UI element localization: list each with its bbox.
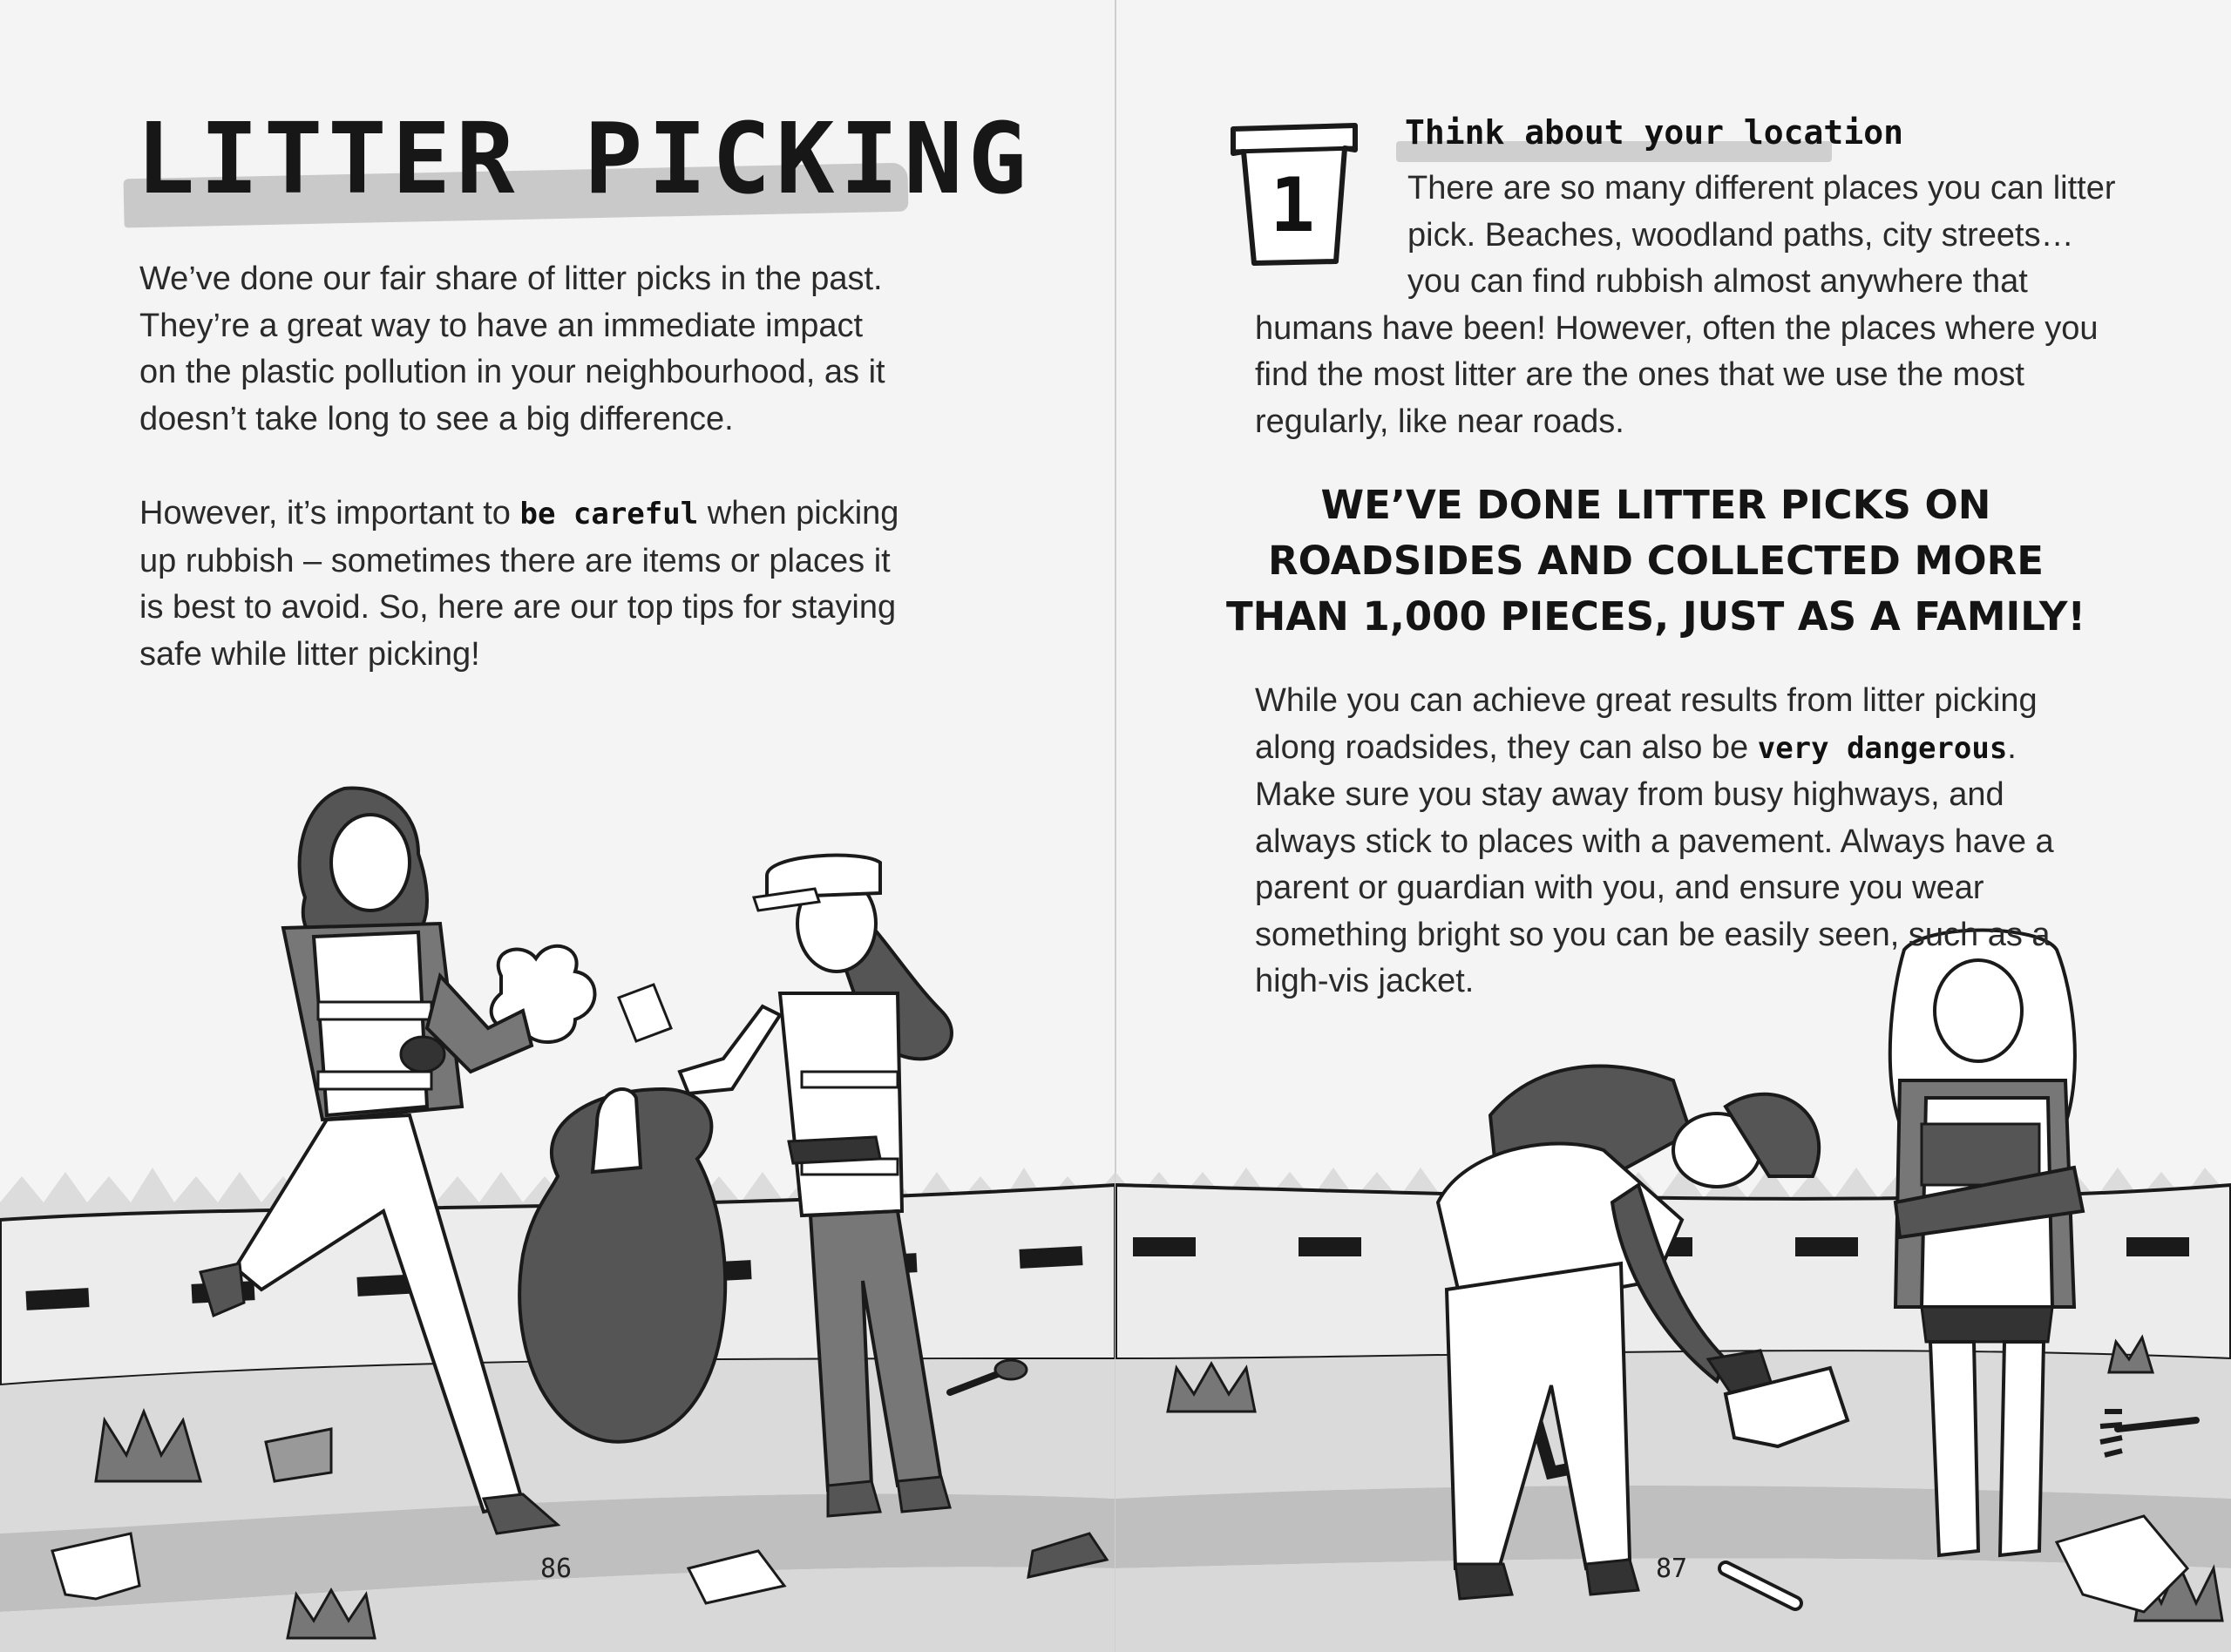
callout-line-2: ROADSIDES AND COLLECTED MORE (1268, 538, 2044, 584)
roadside-paragraph (1255, 678, 2074, 1005)
step-number-bin-icon (1224, 113, 1364, 270)
roadside-text-end: . Make sure you stay away from busy highways, and always stick to places with a pavement. Always have a parent or guardian with you, and ensure you wear something bright so you can be easily seen, such as a high-vis jacket. (1255, 728, 2054, 999)
step-text-second: you can find rubbish almost anywhere that humans have been! However, often the places where you find the most litter are the ones that we use the most regularly, like near roads. (1255, 263, 2099, 440)
callout-line-1: WE’VE DONE LITTER PICKS ON (1320, 482, 1991, 528)
emphasis-very-dangerous: very dangerous (1757, 730, 2008, 766)
right-page (1116, 0, 2231, 1652)
tips-text-end: when picking up rubbish – sometimes there are items or places it is best to avoid. So, here are our top tips for staying safe while litter picking! (139, 495, 899, 673)
page-title-block (115, 103, 1033, 234)
roadside-text-start: While you can achieve great results from litter picking along roadsides, they can also be (1255, 682, 2038, 766)
tips-paragraph (139, 491, 906, 678)
tips-text-start: However, it’s important to (139, 495, 520, 531)
callout-quote (1220, 477, 2092, 645)
emphasis-be-careful: be careful (519, 497, 699, 531)
step-title: Think about your location (1405, 113, 1903, 152)
callout-line-3: THAN 1,000 PIECES, JUST AS A FAMILY! (1225, 593, 2086, 640)
intro-paragraph: We’ve done our fair share of litter picks in the past. They’re a great way to have an immediate impact on the plastic pollution in your neighbourhood, as it doesn’t take long to see a big difference. (139, 261, 885, 437)
page-title: LITTER PICKING (136, 103, 1033, 216)
step-number: 1 (1270, 162, 1315, 249)
page-number-left: 86 (540, 1554, 573, 1584)
page-number-right: 87 (1656, 1554, 1688, 1584)
step-text-first: There are so many different places you can litter pick. Beaches, woodland paths, city streets… (1407, 170, 2116, 254)
